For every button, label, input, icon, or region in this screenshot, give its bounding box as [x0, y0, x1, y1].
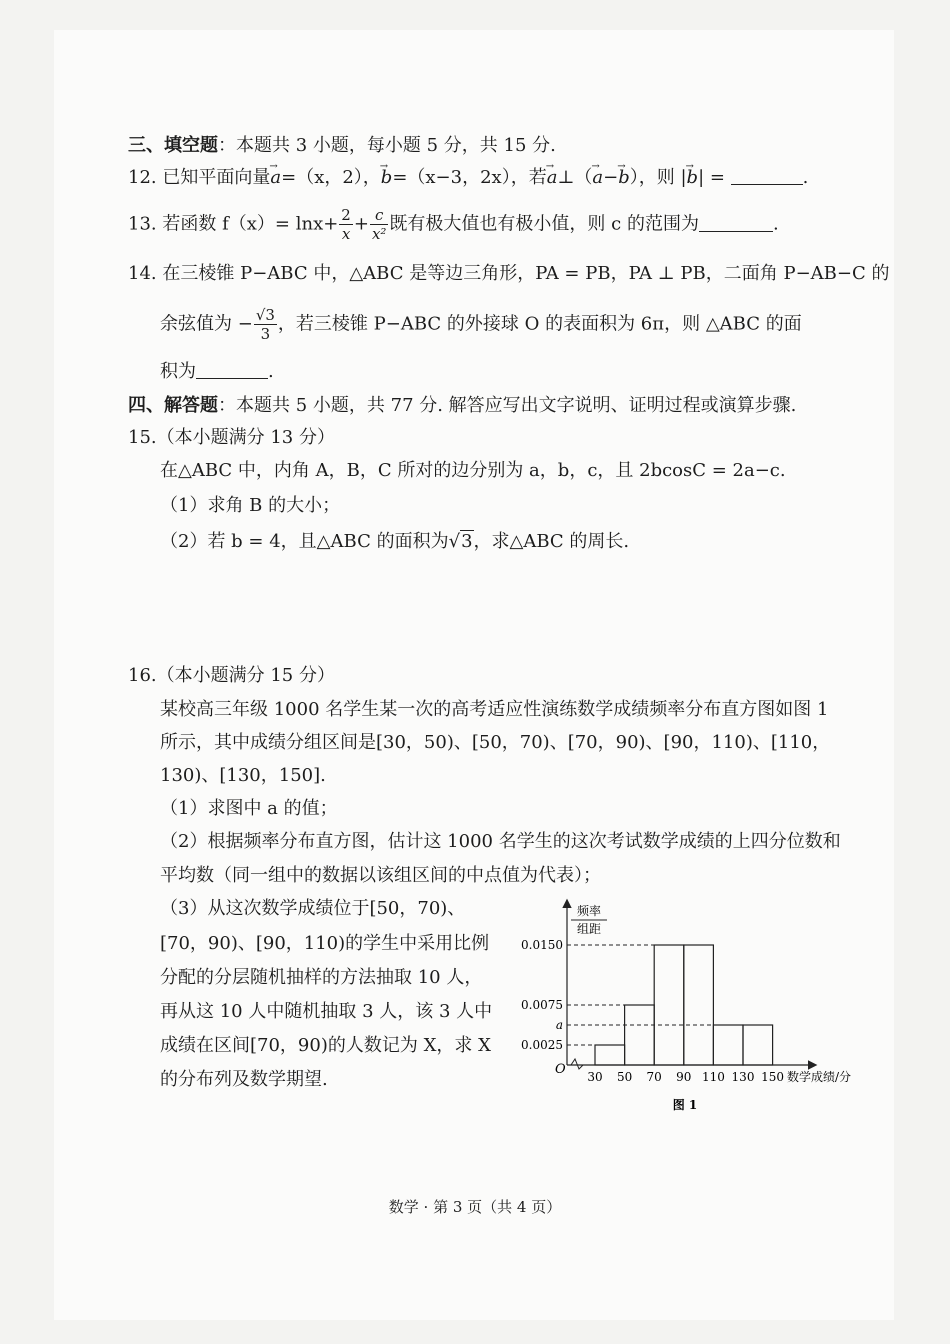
q15-part-2-b: ，求△ABC 的周长.: [473, 531, 630, 552]
y-axis-label-top: 频率: [576, 904, 602, 918]
q14-frac-den: 3: [260, 325, 271, 343]
q12-number: 12.: [128, 167, 157, 188]
histogram-bar-6: [743, 1025, 773, 1065]
y-axis-label-bottom: 组距: [576, 922, 602, 936]
q14-line-3: 积为: [160, 361, 196, 382]
q14-frac-num: √3: [255, 306, 275, 324]
q16-part-3-line-3: 分配的分层随机抽样的方法抽取 10 人，: [160, 967, 483, 988]
q12-text-3: =（x−3，2x），若: [392, 167, 547, 188]
q14-number: 14.: [128, 263, 157, 284]
y-tick-label-4: 0.0025: [521, 1038, 563, 1052]
q16-part-3-line-2: [70，90)、[90，110)的学生中采用比例: [160, 933, 490, 954]
histogram-bar-2: [625, 1005, 655, 1065]
x-tick-label-90: 90: [676, 1070, 692, 1084]
q13-plus: +: [353, 213, 369, 235]
x-tick-label-130: 130: [731, 1070, 755, 1084]
q13-fraction-2: [370, 206, 388, 243]
vector-b: → b: [381, 166, 393, 190]
y-tick-label-3: a: [555, 1018, 563, 1032]
vector-b-3: → b: [687, 166, 699, 190]
figure-caption: 图 1: [672, 1098, 698, 1112]
q14-text-2: ，若三棱锥 P−ABC 的外接球 O 的表面积为 6π，则 △ABC 的面: [277, 313, 802, 335]
vector-b-2: → b: [618, 166, 630, 190]
section3-desc: ：本题共 3 小题，每小题 5 分，共 15 分.: [218, 135, 556, 156]
vector-a-3: → a: [592, 166, 603, 190]
vector-a: → a: [270, 166, 281, 190]
histogram-bar-4: [684, 945, 714, 1065]
x-axis-label: 数学成绩/分: [787, 1070, 852, 1084]
q16-part-2-b: 平均数（同一组中的数据以该组区间的中点值为代表）；: [160, 865, 601, 886]
q13-end: .: [772, 213, 779, 235]
q16-part-3-line-6: 的分布列及数学期望.: [160, 1069, 328, 1090]
q14-fraction: [254, 306, 277, 343]
q12-answer-blank: [731, 184, 803, 185]
sqrt-sign: √: [448, 531, 461, 552]
q13-number: 13.: [128, 213, 157, 235]
page-footer: 数学 · 第 3 页（共 4 页）: [388, 1198, 562, 1216]
question-14-line-2: [160, 306, 802, 343]
q14-end: .: [268, 361, 274, 382]
q12-text-1: 已知平面向量: [162, 167, 271, 188]
q14-line-1: 在三棱锥 P−ABC 中，△ABC 是等边三角形，PA = PB，PA ⊥ PB，二面角 P−AB−C 的: [162, 263, 890, 284]
q13-text-1: 若函数 f（x）= lnx+: [162, 213, 339, 235]
q12-text-4: ⊥（: [557, 167, 593, 188]
question-13: [128, 206, 779, 243]
q16-part-3-line-1: （3）从这次数学成绩位于[50，70)、: [160, 898, 466, 919]
section4-heading: 四、解答题: [128, 395, 218, 416]
section3-heading: 三、填空题: [128, 135, 218, 156]
question-14-line-1: [128, 262, 889, 286]
q13-text-2: 既有极大值也有极小值，则 c 的范围为: [389, 213, 699, 235]
x-tick-label-30: 30: [587, 1070, 603, 1084]
histogram-bar-3: [654, 945, 684, 1065]
question-12: [128, 166, 808, 190]
origin-label: O: [555, 1062, 566, 1077]
y-tick-label-2: 0.0075: [521, 998, 563, 1012]
histogram-bar-5: [713, 1025, 743, 1065]
x-tick-label-110: 110: [701, 1070, 725, 1084]
q15-part-1: （1）求角 B 的大小；: [160, 495, 341, 516]
q16-part-2-a: （2）根据频率分布直方图，估计这 1000 名学生的这次考试数学成绩的上四分位数和: [160, 831, 841, 852]
x-tick-label-50: 50: [616, 1070, 633, 1084]
q15-header: 15.（本小题满分 13 分）: [128, 427, 335, 448]
q16-header: 16.（本小题满分 15 分）: [128, 665, 335, 686]
q15-stem: 在△ABC 中，内角 A，B，C 所对的边分别为 a，b，c，且 2bcosC = 2a−c.: [160, 460, 786, 481]
q14-text-1: 余弦值为 −: [160, 313, 253, 335]
section4-desc: ：本题共 5 小题，共 77 分. 解答应写出文字说明、证明过程或演算步骤.: [218, 395, 797, 416]
q13-fraction-1: [339, 206, 353, 243]
frequency-histogram: [515, 895, 875, 1125]
q13-answer-blank: [699, 231, 773, 232]
q12-text-7: | =: [698, 167, 725, 188]
histogram-bar-1: [595, 1045, 625, 1065]
x-tick-label-150: 150: [761, 1070, 785, 1084]
q14-answer-blank: [196, 378, 268, 379]
q16-part-1: （1）求图中 a 的值；: [160, 798, 338, 819]
q16-part-3-line-4: 再从这 10 人中随机抽取 3 人，该 3 人中: [160, 1001, 493, 1022]
q16-stem-3: 130)、[130，150].: [160, 765, 326, 786]
section4-heading-line: [128, 394, 796, 418]
vector-a-2: → a: [547, 166, 558, 190]
x-tick-label-70: 70: [646, 1070, 662, 1084]
q12-text-6: ），则 |: [629, 167, 687, 188]
section3-heading-line: [128, 134, 556, 158]
q15-sqrt-3: 3: [461, 531, 473, 552]
q13-frac2-num: c: [370, 206, 388, 225]
y-tick-label-1: 0.0150: [521, 938, 563, 952]
q13-frac2-den: x²: [371, 225, 387, 243]
q16-stem-2: 所示，其中成绩分组区间是[30，50)、[50，70)、[70，90)、[90，110)、[110，: [160, 732, 831, 753]
question-14-line-3: [160, 360, 274, 384]
q15-part-2-a: （2）若 b = 4，且△ABC 的面积为: [160, 531, 449, 552]
q12-text-5: −: [603, 167, 619, 188]
q15-part-2: [160, 530, 629, 554]
q12-end: .: [802, 167, 809, 188]
q12-text-2: =（x，2），: [281, 167, 381, 188]
q13-frac1-den: x: [341, 225, 351, 243]
q13-frac1-num: 2: [341, 206, 351, 224]
q16-stem-1: 某校高三年级 1000 名学生某一次的高考适应性演练数学成绩频率分布直方图如图 1: [160, 699, 829, 720]
q16-part-3-line-5: 成绩在区间[70，90)的人数记为 X，求 X: [160, 1035, 491, 1056]
axis-break-mark: [571, 1059, 583, 1069]
